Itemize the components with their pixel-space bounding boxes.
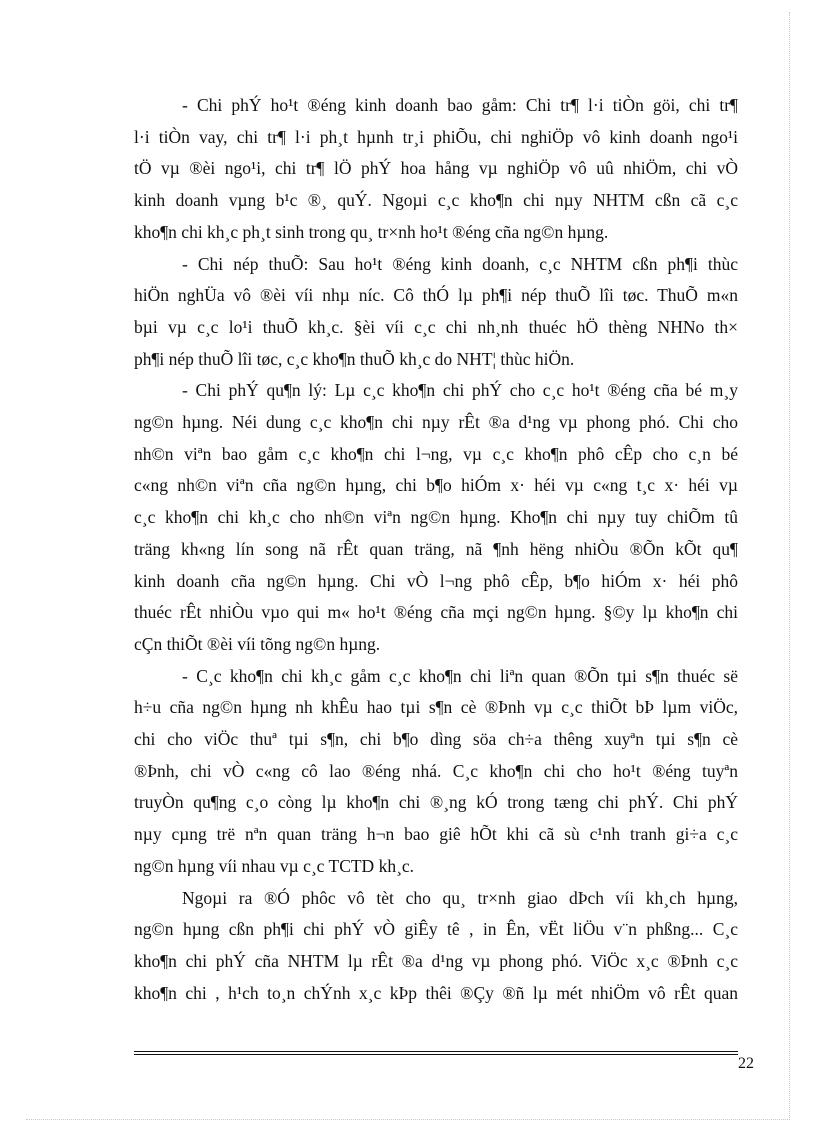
text-line: hiÖn nghÜa vô ®èi víi nhµ níc. Cô thÓ lµ ph¶i nép thuÕ lîi tøc. ThuÕ m«n [134, 285, 738, 306]
text-line: ph¶i nép thuÕ lîi tøc, c¸c kho¶n thuÕ kh¸c do NHT¦ thùc hiÖn. [134, 348, 575, 369]
paragraph-other-costs [134, 661, 738, 883]
text-line: kinh doanh cña ng©n hµng. Chi vÒ l¬ng phô cÊp, b¶o hiÓm x· héi phô [134, 570, 738, 591]
text-line: ng©n hµng cßn ph¶i chi phÝ vÒ giÊy tê , in Ên, vËt liÖu v¨n phßng... C¸c [134, 919, 738, 940]
footer-rule-top [134, 1051, 738, 1052]
text-line: - C¸c kho¶n chi kh¸c gåm c¸c kho¶n chi liªn quan ®Õn tµi s¶n thuéc së [182, 665, 738, 686]
footer-rule-bottom [134, 1054, 738, 1055]
text-line: nh©n viªn bao gåm c¸c kho¶n chi l¬ng, vµ c¸c kho¶n phô cÊp cho c¸n bé [134, 443, 738, 464]
paragraph-additional-costs [134, 883, 738, 1010]
text-line: kho¶n chi kh¸c ph¸t sinh trong qu¸ tr×nh ho¹t ®éng cña ng©n hµng. [134, 221, 609, 242]
text-line: l·i tiÒn vay, chi tr¶ l·i ph¸t hµnh tr¸i phiÕu, chi nghiÖp vô kinh doanh ngo¹i [134, 126, 738, 147]
text-line: - Chi phÝ ho¹t ®éng kinh doanh bao gåm: Chi tr¶ l·i tiÒn göi, chi tr¶ [182, 95, 738, 115]
text-line: thuéc rÊt nhiÒu vµo qui m« ho¹t ®éng cña mçi ng©n hµng. §©y lµ kho¶n chi [134, 602, 738, 623]
body-text [134, 90, 738, 1009]
paragraph-tax [134, 249, 738, 376]
text-line: bµi vµ c¸c lo¹i thuÕ kh¸c. §èi víi c¸c chi nh¸nh thuéc hÖ thèng NHNo th× [134, 316, 738, 337]
text-line: nµy cµng trë nªn quan träng h¬n bao giê hÕt khi cã sù c¹nh tranh gi÷a c¸c [134, 824, 738, 845]
text-line: ng©n hµng. Néi dung c¸c kho¶n chi nµy rÊt ®a d¹ng vµ phong phó. Chi cho [134, 412, 738, 433]
text-line: - Chi phÝ qu¶n lý: Lµ c¸c kho¶n chi phÝ cho c¸c ho¹t ®éng cña bé m¸y [182, 380, 738, 401]
text-line: Ngoµi ra ®Ó phôc vô tèt cho qu¸ tr×nh giao dÞch víi kh¸ch hµng, [182, 887, 738, 908]
text-line: kho¶n chi phÝ cña NHTM lµ rÊt ®a d¹ng vµ phong phó. ViÖc x¸c ®Þnh c¸c [134, 950, 738, 971]
text-line: ®Þnh, chi vÒ c«ng cô lao ®éng nhá. C¸c kho¶n chi cho ho¹t ®éng tuyªn [134, 760, 738, 781]
text-line: ng©n hµng víi nhau vµ c¸c TCTD kh¸c. [134, 855, 415, 876]
paragraph-operating-costs [134, 90, 738, 249]
page-number: 22 [738, 1055, 754, 1072]
text-line: h÷u cña ng©n hµng nh khÊu hao tµi s¶n cè ®Þnh vµ c¸c thiÕt bÞ lµm viÖc, [134, 697, 738, 718]
text-line: kho¶n chi , h¹ch to¸n chÝnh x¸c kÞp thêi ®Çy ®ñ lµ mét nhiÖm vô rÊt quan [134, 982, 738, 1003]
text-line: truyÒn qu¶ng c¸o còng lµ kho¶n chi ®¸ng kÓ trong tæng chi phÝ. Chi phÝ [134, 792, 738, 813]
text-line: tÖ vµ ®èi ngo¹i, chi tr¶ lÖ phÝ hoa hång vµ nghiÖp vô uû nhiÖm, chi vÒ [134, 158, 738, 179]
text-line: c¸c kho¶n chi kh¸c cho nh©n viªn ng©n hµng. Kho¶n chi nµy tuy chiÕm tû [134, 507, 738, 528]
text-line: cÇn thiÕt ®èi víi tõng ng©n hµng. [134, 633, 381, 654]
text-line: chi cho viÖc thuª tµi s¶n, chi b¶o dìng söa ch÷a thêng xuyªn tµi s¶n cè [134, 729, 738, 750]
text-line: kinh doanh vµng b¹c ®¸ quÝ. Ngoµi c¸c kho¶n chi nµy NHTM cßn cã c¸c [134, 190, 738, 211]
text-line: träng kh«ng lín song nã rÊt quan träng, nã ¶nh hëng nhiÒu ®Õn kÕt qu¶ [134, 538, 738, 559]
text-line: c«ng nh©n viªn cña ng©n hµng, chi b¶o hiÓm x· héi vµ c«ng t¸c x· héi vµ [134, 475, 738, 496]
text-line: - Chi nép thuÕ: Sau ho¹t ®éng kinh doanh, c¸c NHTM cßn ph¶i thùc [182, 253, 738, 274]
paragraph-management-costs [134, 375, 738, 660]
